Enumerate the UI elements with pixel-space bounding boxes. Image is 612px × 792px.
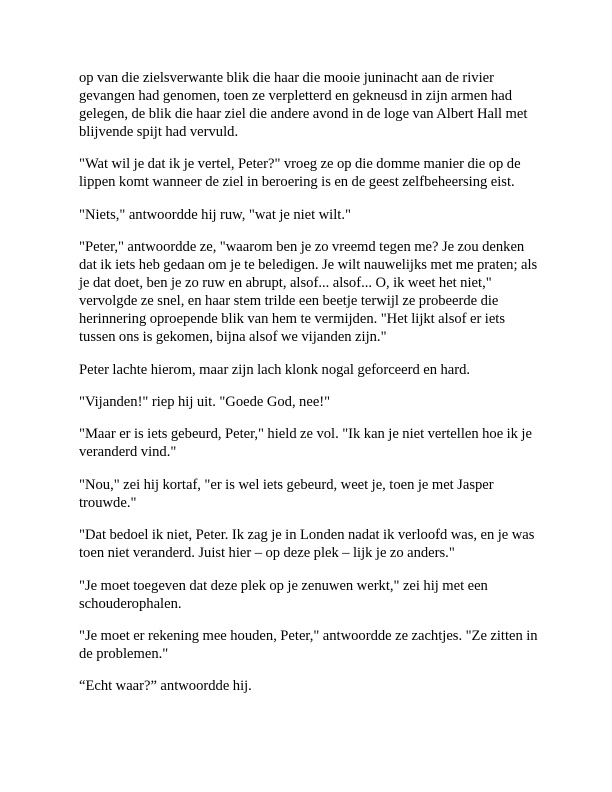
paragraph-3: "Niets," antwoordde hij ruw, "wat je niet wilt." (79, 206, 351, 223)
paragraph-2: "Wat wil je dat ik je vertel, Peter?" vroeg ze op die domme manier die op de lippen komt wanneer de ziel in beroering is en de geest zelfbeheersing eist. (79, 156, 521, 191)
paragraph-7: "Maar er is iets gebeurd, Peter," hield ze vol. "Ik kan je niet vertellen hoe ik je veranderd vind." (79, 426, 532, 461)
paragraph-1: op van die zielsverwante blik die haar die mooie juninacht aan de rivier gevangen had genomen, toen ze verpletterd en gekneusd in zijn armen had gelegen, de blik die haar ziel die andere avond in de loge van Albert Hall met blijvende spijt had vervuld. (79, 70, 528, 140)
paragraph-6: "Vijanden!" riep hij uit. "Goede God, nee!" (79, 393, 331, 410)
paragraph-4: "Peter," antwoordde ze, "waarom ben je zo vreemd tegen me? Je zou denken dat ik iets heb gedaan om je te beledigen. Je wilt nauwelijks met me praten; als je dat doet, ben je zo ruw en abrupt, alsof... alsof... O, ik weet het niet," vervolgde ze snel, en haar stem trilde een beetje terwijl ze probeerde die herinnering oproepende blik van hem te vermijden. "Het lijkt alsof er iets tussen ons is gekomen, bijna alsof we vijanden zijn." (79, 239, 538, 346)
paragraph-5: Peter lachte hierom, maar zijn lach klonk nogal geforceerd en hard. (79, 361, 471, 378)
paragraph-12: “Echt waar?” antwoordde hij. (79, 678, 252, 695)
paragraph-8: "Nou," zei hij kortaf, "er is wel iets gebeurd, weet je, toen je met Jasper trouwde." (79, 476, 494, 511)
paragraph-10: "Je moet toegeven dat deze plek op je zenuwen werkt," zei hij met een schouderophalen. (79, 577, 488, 612)
body-text (79, 69, 541, 710)
paragraph-11: "Je moet er rekening mee houden, Peter," antwoordde ze zachtjes. "Ze zitten in de problemen." (79, 627, 538, 662)
paragraph-9: "Dat bedoel ik niet, Peter. Ik zag je in Londen nadat ik verloofd was, en je was toen niet veranderd. Juist hier – op deze plek – lijk je zo anders." (79, 527, 535, 562)
